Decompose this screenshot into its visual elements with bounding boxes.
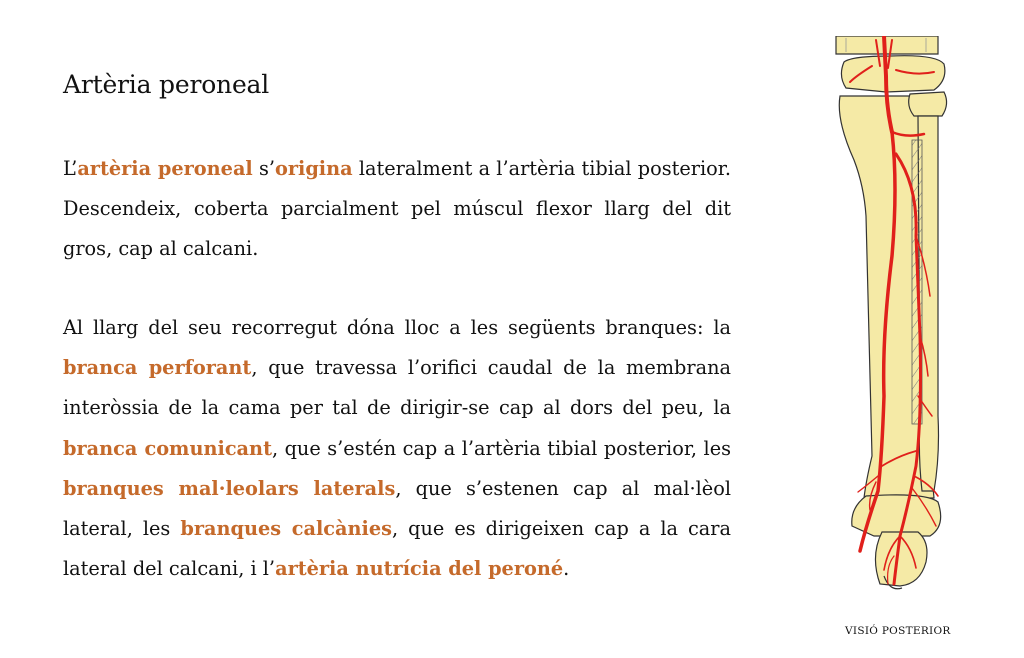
fibula-head (909, 92, 947, 116)
paragraph-branches (63, 308, 731, 589)
text-fragment: , que s’estenen cap al mal·lèol lateral, les (63, 476, 731, 541)
term-branca-comunicant[interactable]: branca comunicant (63, 436, 272, 460)
text-fragment: . (563, 557, 570, 581)
term-branques-malleolars-laterals[interactable]: branques mal·leolars laterals (63, 476, 396, 500)
text-fragment: , que s’estén cap a l’artèria tibial posterior, les (271, 436, 732, 460)
text-fragment: , que es dirigeixen cap a la cara lateral del calcani, i l’ (63, 517, 732, 581)
term-branca-perforant[interactable]: branca perforant (63, 356, 252, 380)
leg-skeleton-svg (826, 36, 966, 611)
text-fragment: lateralment a l’artèria tibial posterior. Descendeix, coberta parcialment pel múscul flexor llarg del dit gros, cap al calcani. (63, 157, 732, 261)
text-fragment: , que travessa l’orifici caudal de la membrana interòssia de la cama per tal de dirigir-se cap al dors del peu, la (63, 356, 731, 420)
term-arteria-nutricia-perone[interactable]: artèria nutrícia del peroné (275, 557, 564, 581)
calcaneus-bone (875, 532, 927, 586)
figure-caption: VISIÓ POSTERIOR (845, 625, 951, 637)
term-origina[interactable]: origina (274, 157, 353, 180)
leg-artery-illustration (826, 36, 966, 611)
text-fragment: Al llarg del seu recorregut dóna lloc a les següents branques: la (63, 316, 731, 339)
femur-stub (836, 36, 938, 54)
term-branques-calcanies[interactable]: branques calcànies (180, 517, 392, 541)
term-arteria-peroneal[interactable]: artèria peroneal (77, 157, 253, 180)
text-fragment: L’ (63, 157, 78, 180)
paragraph-origin (63, 149, 731, 270)
text-fragment: s’ (252, 157, 275, 180)
page-title: Artèria peroneal (63, 70, 270, 99)
